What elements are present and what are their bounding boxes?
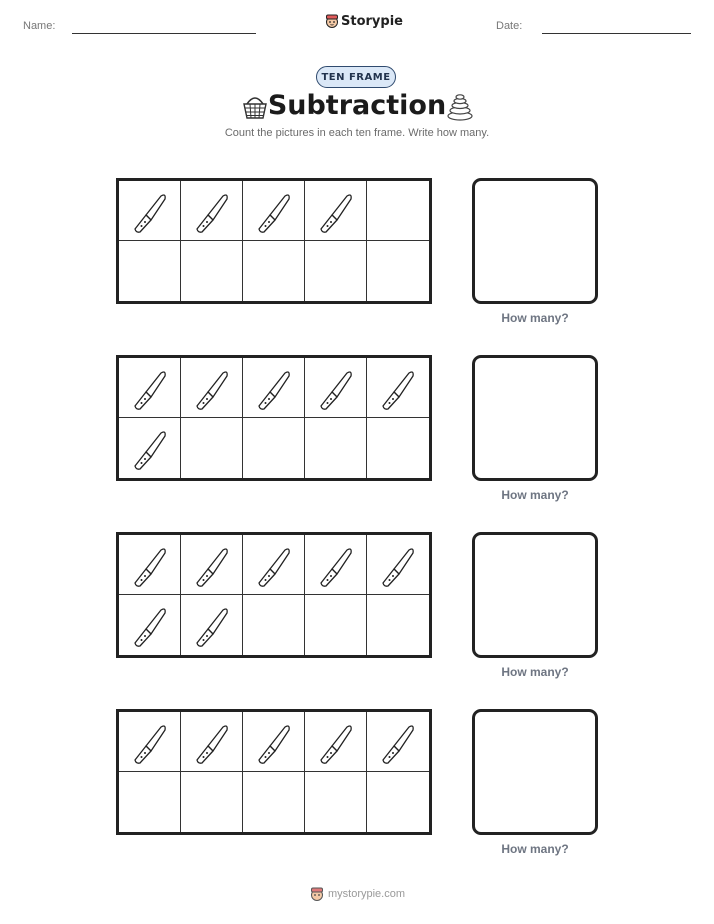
stacked-stones-icon xyxy=(446,91,474,121)
ten-frame-cell xyxy=(305,772,367,832)
name-line[interactable] xyxy=(72,33,256,34)
ten-frame-cell xyxy=(305,595,367,655)
kitchen-knife-icon xyxy=(251,366,297,412)
ten-frame xyxy=(116,178,432,304)
kitchen-knife-icon xyxy=(313,720,359,766)
ten-frame-cell xyxy=(243,241,305,301)
kitchen-knife-icon xyxy=(251,543,297,589)
kitchen-knife-icon xyxy=(127,603,173,649)
ten-frame xyxy=(116,355,432,481)
ten-frame-cell xyxy=(243,358,305,418)
ten-frame-cell xyxy=(367,535,429,595)
storypie-mascot-icon xyxy=(325,13,339,29)
ten-frame-cell xyxy=(243,535,305,595)
answer-box[interactable] xyxy=(472,178,598,304)
page-title: Subtraction xyxy=(267,90,447,121)
kitchen-knife-icon xyxy=(313,543,359,589)
ten-frame-cell xyxy=(119,712,181,772)
kitchen-knife-icon xyxy=(375,366,421,412)
ten-frame-cell xyxy=(305,418,367,478)
brand-logo xyxy=(325,13,403,29)
ten-frame-cell xyxy=(181,241,243,301)
kitchen-knife-icon xyxy=(189,720,235,766)
ten-frame-cell xyxy=(119,535,181,595)
answer-box[interactable] xyxy=(472,709,598,835)
ten-frame-cell xyxy=(181,772,243,832)
kitchen-knife-icon xyxy=(189,543,235,589)
answer-box[interactable] xyxy=(472,355,598,481)
how-many-label: How many? xyxy=(501,311,569,325)
kitchen-knife-icon xyxy=(189,189,235,235)
ten-frame-cell xyxy=(243,772,305,832)
ten-frame-cell xyxy=(119,358,181,418)
ten-frame-cell xyxy=(367,712,429,772)
how-many-label: How many? xyxy=(501,488,569,502)
ten-frame-cell xyxy=(181,181,243,241)
kitchen-knife-icon xyxy=(127,720,173,766)
ten-frame-cell xyxy=(305,241,367,301)
footer-url[interactable]: mystorypie.com xyxy=(328,888,406,900)
ten-frame-cell xyxy=(243,418,305,478)
kitchen-knife-icon xyxy=(375,543,421,589)
kitchen-knife-icon xyxy=(127,543,173,589)
instructions: Count the pictures in each ten frame. Write how many. xyxy=(224,127,490,139)
ten-frame-cell xyxy=(243,712,305,772)
kitchen-knife-icon xyxy=(127,189,173,235)
storypie-mascot-icon xyxy=(310,886,324,902)
ten-frame-cell xyxy=(367,181,429,241)
ten-frame xyxy=(116,709,432,835)
ten-frame-cell xyxy=(305,712,367,772)
ten-frame-cell xyxy=(181,535,243,595)
answer-box[interactable] xyxy=(472,532,598,658)
kitchen-knife-icon xyxy=(189,603,235,649)
ten-frame-badge: TEN FRAME xyxy=(316,66,396,88)
ten-frame-cell xyxy=(367,418,429,478)
ten-frame-cell xyxy=(181,595,243,655)
ten-frame-cell xyxy=(181,358,243,418)
how-many-label: How many? xyxy=(501,842,569,856)
ten-frame-cell xyxy=(243,181,305,241)
kitchen-knife-icon xyxy=(189,366,235,412)
kitchen-knife-icon xyxy=(127,426,173,472)
kitchen-knife-icon xyxy=(251,189,297,235)
ten-frame-cell xyxy=(367,772,429,832)
ten-frame-cell xyxy=(119,772,181,832)
footer xyxy=(310,886,405,902)
ten-frame-cell xyxy=(243,595,305,655)
kitchen-knife-icon xyxy=(313,189,359,235)
kitchen-knife-icon xyxy=(375,720,421,766)
ten-frame-cell xyxy=(305,535,367,595)
ten-frame xyxy=(116,532,432,658)
ten-frame-cell xyxy=(367,358,429,418)
ten-frame-cell xyxy=(181,712,243,772)
name-label: Name: xyxy=(23,20,56,32)
ten-frame-cell xyxy=(181,418,243,478)
date-line[interactable] xyxy=(542,33,691,34)
ten-frame-cell xyxy=(119,595,181,655)
ten-frame-cell xyxy=(119,241,181,301)
date-label: Date: xyxy=(496,20,523,32)
kitchen-knife-icon xyxy=(127,366,173,412)
ten-frame-cell xyxy=(119,418,181,478)
brand-name: Storypie xyxy=(341,13,403,29)
kitchen-knife-icon xyxy=(313,366,359,412)
kitchen-knife-icon xyxy=(251,720,297,766)
ten-frame-cell xyxy=(367,595,429,655)
how-many-label: How many? xyxy=(501,665,569,679)
ten-frame-cell xyxy=(305,181,367,241)
ten-frame-cell xyxy=(367,241,429,301)
ten-frame-cell xyxy=(119,181,181,241)
ten-frame-cell xyxy=(305,358,367,418)
